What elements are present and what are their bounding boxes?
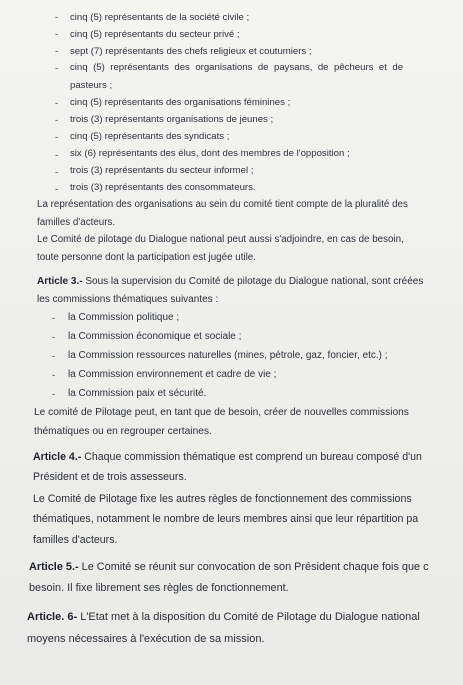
list-item: trois (3) représentants des consommateurs. [70,182,256,193]
paragraph-line: thématiques, notamment le nombre de leurs membres ainsi que leur répartition pa [33,513,419,525]
article-4-label: Article 4.- [33,451,82,463]
paragraph-line: La représentation des organisations au sein du comité tient compte de la pluralité des [37,199,408,210]
article-5-text: Le Comité se réunit sur convocation de son Président chaque fois que c [78,561,429,573]
article-5-label: Article 5.- [29,561,79,573]
paragraph-line: Le Comité de Pilotage fixe les autres règles de fonctionnement des commissions [33,493,412,505]
list-item: trois (3) représentants du secteur informel ; [70,165,254,176]
paragraph-line: familles d'acteurs. [37,217,116,228]
article-3-heading [37,275,423,288]
list-dash: - [52,370,56,381]
list-item: cinq (5) représentants du secteur privé ; [70,29,240,40]
paragraph-line: toute personne dont la participation est jugée utile. [37,252,256,263]
list-item: cinq (5) représentants de la société civile ; [70,12,250,23]
article-3-text: Sous la supervision du Comité de pilotage du Dialogue national, sont créées [82,276,424,287]
list-dash: - [52,351,56,362]
list-item: cinq (5) représentants des organisations féminines ; [70,97,291,108]
list-dash: - [52,313,56,324]
article-6-label: Article. 6- [27,611,78,623]
list-dash: - [55,12,59,23]
list-dash: - [55,29,59,40]
article-3-line2: les commissions thématiques suivantes : [37,294,219,305]
list-dash: - [55,46,59,57]
list-dash: - [55,115,59,126]
list-dash: - [52,389,56,400]
paragraph-line: thématiques ou en regrouper certaines. [34,426,212,437]
paragraph-line: familles d'acteurs. [33,534,118,546]
list-dash: - [55,98,59,109]
commission-item: la Commission économique et sociale ; [68,331,242,342]
list-dash: - [52,332,56,343]
list-item: cinq (5) représentants des syndicats ; [70,131,230,142]
article-5-line2: besoin. Il fixe librement ses règles de fonctionnement. [29,582,289,594]
list-item: six (6) représentants des élus, dont des membres de l'opposition ; [70,148,350,159]
article-5-heading [29,561,429,574]
list-item-continuation: pasteurs ; [70,80,113,91]
paragraph-line: Le comité de Pilotage peut, en tant que de besoin, créer de nouvelles commissions [34,407,409,418]
paragraph-line: Le Comité de pilotage du Dialogue national peut aussi s'adjoindre, en cas de besoin, [37,234,404,245]
article-6-heading [27,611,420,624]
article-4-line2: Président et de trois assesseurs. [33,471,187,483]
commission-item: la Commission politique ; [68,312,180,323]
article-4-heading [33,451,422,464]
list-item: cinq (5) représentants des organisations de paysans, de pêcheurs et de [70,62,404,73]
article-6-line2: moyens nécessaires à l'exécution de sa mission. [27,633,265,645]
article-4-text: Chaque commission thématique est comprend un bureau composé d'un [81,451,422,463]
commission-item: la Commission environnement et cadre de vie ; [68,369,277,380]
list-dash: - [55,132,59,143]
commission-item: la Commission paix et sécurité. [68,388,207,399]
list-dash: - [55,150,59,161]
list-item: trois (3) représentants organisations de jeunes ; [70,114,274,125]
list-item: sept (7) représentants des chefs religieux et coutumiers ; [70,46,312,57]
list-dash: - [55,167,59,178]
commission-item: la Commission ressources naturelles (mines, pétrole, gaz, foncier, etc.) ; [68,350,388,361]
article-3-label: Article 3.- [37,276,83,287]
article-6-text: L'Etat met à la disposition du Comité de Pilotage du Dialogue national [77,611,420,623]
list-dash: - [55,63,59,74]
list-dash: - [55,184,59,195]
